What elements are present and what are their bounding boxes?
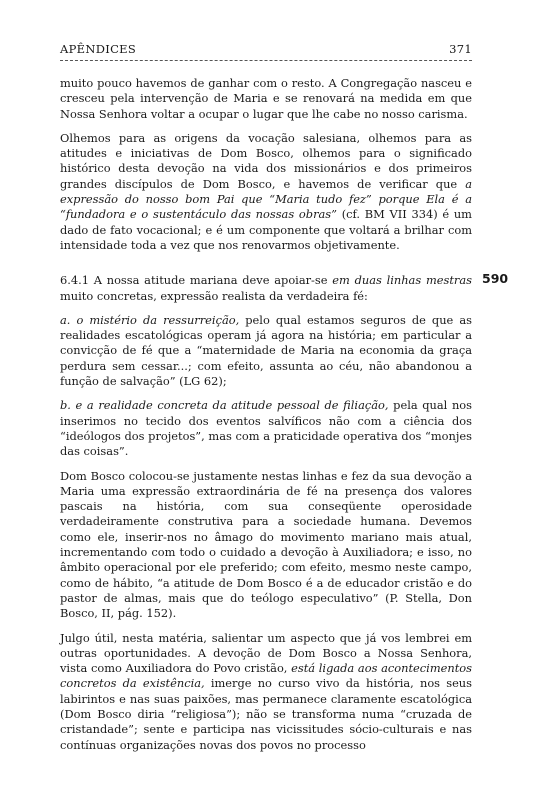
paragraph [60, 76, 472, 122]
body-text [60, 76, 472, 762]
italic-text: b. e a realidade concreta da atitude pessoal de filiação, [60, 398, 389, 413]
text-run: pela qual nos inserimos no tecido dos eventos salvíficos não com a ciência dos “ideólogos dos projetos”, mas com a praticidade operativa dos “monjes das coisas”. [60, 398, 473, 459]
text-run: pelo qual estamos seguros de que as realidades escatológicas operam já agora na história; em particular a convicção de fé que a “maternidade de Maria na economia da graça perdura sem cessar...; com efeito, assunta ao céu, não abandonou a função de salvação” (LG 62); [60, 312, 472, 389]
text-run: (cf. BM VII 334) é um dado de fato vocacional; e é um componente que voltará a brilhar com intensidade toda a vez que nos renovarmos objetivamente. [60, 207, 472, 252]
paragraph [60, 313, 472, 389]
text-run: muito concretas, expressão realista da verdadeira fé: [60, 288, 368, 303]
italic-text: a. o mistério da ressurreição, [60, 312, 240, 327]
paragraph [60, 631, 472, 753]
page-number: 371 [449, 42, 472, 56]
text-run: 6.4.1 A nossa atitude mariana deve apoiar-se [60, 273, 333, 288]
text-run: muito pouco havemos de ganhar com o resto. A Congregação nasceu e cresceu pela intervenção de Maria e se renovará na medida em que Nossa Senhora voltar a ocupar o lugar que lhe cabe no nosso carisma. [60, 76, 472, 121]
paragraph [60, 469, 472, 622]
margin-paragraph-number: 590 [482, 271, 509, 286]
italic-text: está ligada aos acontecimentos concretos da existência, [60, 661, 472, 691]
header-divider [60, 60, 472, 61]
text-run: Olhemos para as origens da vocação salesiana, olhemos para as atitudes e iniciativas de Dom Bosco, olhemos para o significado histórico desta devoção na vida dos missionários e dos primeiros grandes discípulos de Dom Bosco, e havemos de verificar que [60, 130, 472, 191]
paragraph [60, 273, 472, 304]
text-run: Julgo útil, nesta matéria, salientar um aspecto que já vos lembrei em outras oportunidades. A devoção de Dom Bosco a Nossa Senhora, vista como Auxiliadora do Povo cristão, [60, 630, 472, 676]
running-header [60, 42, 472, 58]
text-run: imerge no curso vivo da história, nos seus labirintos e nas suas paixões, mas permanece claramente escatológica (Dom Bosco diria “religiosa”); não se transforma numa “cruzada de cristandade”; sente e participa nas vicissitudes sócio-culturais e nas contínuas organizações novas dos povos no processo [60, 676, 472, 752]
section-title: APÊNDICES [60, 42, 137, 56]
paragraph [60, 398, 472, 459]
text-run: Dom Bosco colocou-se justamente nestas linhas e fez da sua devoção a Maria uma expressão extraordinária de fé na presença dos valores pascais na história, com sua conseqüente operosidade verdadeiramente construtiva para a sociedade humana. Devemos como ele, inserir-nos no âmago do movimento mariano mais atual, incrementando com todo o cuidado a devoção à Auxiliadora; e isso, no âmbito operacional por ele preferido; com efeito, mesmo neste campo, como de hábito, “a atitude de Dom Bosco é a de educador cristão e do pastor de almas, mais que do teólogo especulativo” (P. Stella, Don Bosco, II, pág. 152). [60, 468, 472, 621]
paragraph [60, 131, 472, 253]
italic-text: em duas linhas mestras [332, 273, 473, 288]
italic-text: a expressão do nosso bom Pai que “Maria tudo fez” porque Ela é a “fundadora e o sustentáculo das nossas obras” [60, 176, 472, 222]
